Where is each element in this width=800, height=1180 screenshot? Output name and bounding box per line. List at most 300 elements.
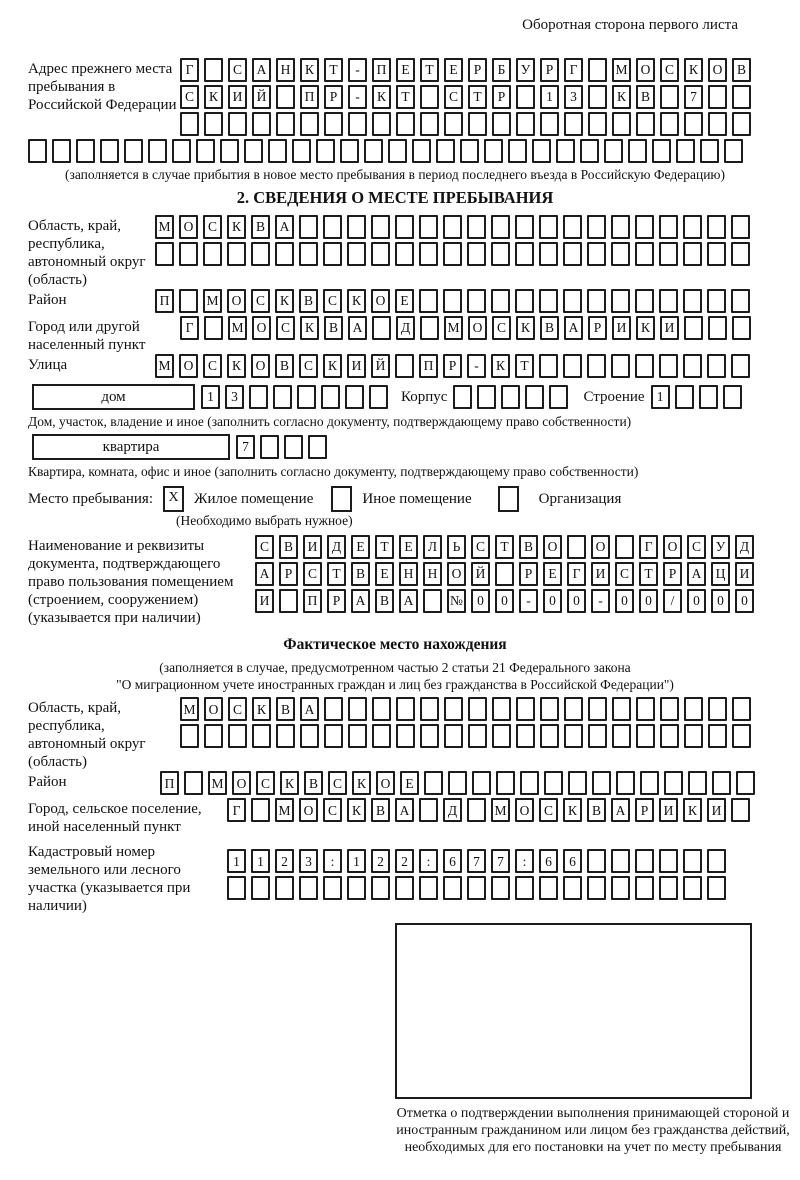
char-cell[interactable]: М — [203, 289, 222, 313]
char-cell[interactable] — [516, 697, 535, 721]
char-cell[interactable] — [323, 876, 342, 900]
char-cell[interactable] — [684, 112, 703, 136]
char-cell[interactable] — [628, 139, 647, 163]
char-cell[interactable] — [347, 242, 366, 266]
char-cell[interactable] — [395, 876, 414, 900]
char-cell[interactable] — [345, 385, 364, 409]
char-cell[interactable] — [52, 139, 71, 163]
char-cell[interactable]: Н — [423, 562, 442, 586]
char-cell[interactable] — [76, 139, 95, 163]
char-cell[interactable]: К — [347, 289, 366, 313]
char-cell[interactable]: К — [227, 215, 246, 239]
char-cell[interactable]: Н — [276, 58, 295, 82]
char-cell[interactable]: Р — [324, 85, 343, 109]
char-cell[interactable] — [707, 289, 726, 313]
char-cell[interactable]: Г — [639, 535, 658, 559]
char-cell[interactable] — [731, 215, 750, 239]
char-cell[interactable] — [420, 724, 439, 748]
char-cell[interactable] — [683, 242, 702, 266]
char-cell[interactable]: Е — [396, 58, 415, 82]
char-cell[interactable] — [564, 112, 583, 136]
char-cell[interactable]: 2 — [371, 849, 390, 873]
char-cell[interactable]: В — [587, 798, 606, 822]
char-cell[interactable] — [477, 385, 496, 409]
char-cell[interactable] — [659, 849, 678, 873]
char-cell[interactable] — [443, 242, 462, 266]
char-cell[interactable] — [660, 724, 679, 748]
char-cell[interactable] — [683, 354, 702, 378]
char-cell[interactable] — [468, 112, 487, 136]
char-cell[interactable]: - — [519, 589, 538, 613]
char-cell[interactable] — [516, 724, 535, 748]
char-cell[interactable] — [364, 139, 383, 163]
char-cell[interactable]: К — [352, 771, 371, 795]
char-cell[interactable]: К — [252, 697, 271, 721]
char-cell[interactable]: Т — [515, 354, 534, 378]
char-cell[interactable]: И — [659, 798, 678, 822]
char-cell[interactable]: С — [203, 215, 222, 239]
char-cell[interactable]: А — [611, 798, 630, 822]
char-cell[interactable]: А — [564, 316, 583, 340]
char-cell[interactable] — [443, 215, 462, 239]
char-cell[interactable]: - — [348, 58, 367, 82]
char-cell[interactable] — [444, 112, 463, 136]
char-cell[interactable]: Й — [371, 354, 390, 378]
char-cell[interactable]: О — [251, 354, 270, 378]
char-cell[interactable] — [501, 385, 520, 409]
char-cell[interactable] — [683, 215, 702, 239]
char-cell[interactable] — [324, 697, 343, 721]
char-cell[interactable]: О — [232, 771, 251, 795]
char-cell[interactable]: М — [228, 316, 247, 340]
char-cell[interactable] — [252, 112, 271, 136]
char-cell[interactable] — [660, 85, 679, 109]
char-cell[interactable]: О — [179, 215, 198, 239]
char-cell[interactable]: - — [467, 354, 486, 378]
char-cell[interactable]: А — [687, 562, 706, 586]
char-cell[interactable] — [468, 697, 487, 721]
char-cell[interactable]: М — [180, 697, 199, 721]
char-cell[interactable] — [708, 316, 727, 340]
char-cell[interactable] — [227, 876, 246, 900]
char-cell[interactable]: К — [204, 85, 223, 109]
char-cell[interactable] — [539, 354, 558, 378]
char-cell[interactable] — [395, 354, 414, 378]
char-cell[interactable] — [491, 876, 510, 900]
char-cell[interactable] — [467, 215, 486, 239]
char-cell[interactable] — [635, 215, 654, 239]
char-cell[interactable]: А — [300, 697, 319, 721]
char-cell[interactable]: Ь — [447, 535, 466, 559]
char-cell[interactable]: В — [251, 215, 270, 239]
char-cell[interactable] — [467, 876, 486, 900]
char-cell[interactable] — [544, 771, 563, 795]
char-cell[interactable] — [28, 139, 47, 163]
char-cell[interactable] — [251, 242, 270, 266]
char-cell[interactable] — [556, 139, 575, 163]
char-cell[interactable]: Т — [639, 562, 658, 586]
char-cell[interactable]: П — [372, 58, 391, 82]
char-cell[interactable] — [468, 724, 487, 748]
char-cell[interactable] — [276, 85, 295, 109]
char-cell[interactable] — [712, 771, 731, 795]
char-cell[interactable] — [443, 876, 462, 900]
char-cell[interactable] — [539, 242, 558, 266]
char-cell[interactable]: 0 — [735, 589, 754, 613]
char-cell[interactable]: Т — [495, 535, 514, 559]
char-cell[interactable]: Е — [543, 562, 562, 586]
char-cell[interactable] — [395, 242, 414, 266]
char-cell[interactable]: Т — [468, 85, 487, 109]
char-cell[interactable]: Р — [663, 562, 682, 586]
char-cell[interactable] — [688, 771, 707, 795]
char-cell[interactable] — [707, 849, 726, 873]
char-cell[interactable] — [299, 876, 318, 900]
char-cell[interactable] — [348, 112, 367, 136]
char-cell[interactable] — [611, 876, 630, 900]
char-cell[interactable]: В — [540, 316, 559, 340]
char-cell[interactable] — [419, 242, 438, 266]
char-cell[interactable]: О — [663, 535, 682, 559]
char-cell[interactable] — [388, 139, 407, 163]
char-cell[interactable] — [588, 112, 607, 136]
char-cell[interactable] — [515, 242, 534, 266]
char-cell[interactable]: А — [275, 215, 294, 239]
char-cell[interactable] — [180, 724, 199, 748]
char-cell[interactable]: 1 — [651, 385, 670, 409]
char-cell[interactable]: У — [711, 535, 730, 559]
char-cell[interactable]: С — [299, 354, 318, 378]
char-cell[interactable]: В — [324, 316, 343, 340]
char-cell[interactable] — [323, 242, 342, 266]
char-cell[interactable]: С — [492, 316, 511, 340]
char-cell[interactable] — [419, 798, 438, 822]
char-cell[interactable] — [540, 724, 559, 748]
char-cell[interactable] — [444, 697, 463, 721]
char-cell[interactable] — [348, 724, 367, 748]
char-cell[interactable]: М — [208, 771, 227, 795]
char-cell[interactable] — [244, 139, 263, 163]
char-cell[interactable] — [420, 697, 439, 721]
char-cell[interactable] — [495, 562, 514, 586]
char-cell[interactable] — [708, 697, 727, 721]
char-cell[interactable]: - — [591, 589, 610, 613]
char-cell[interactable] — [124, 139, 143, 163]
char-cell[interactable]: В — [375, 589, 394, 613]
char-cell[interactable]: О — [591, 535, 610, 559]
char-cell[interactable] — [563, 289, 582, 313]
char-cell[interactable]: Р — [540, 58, 559, 82]
char-cell[interactable] — [220, 139, 239, 163]
char-cell[interactable] — [423, 589, 442, 613]
char-cell[interactable] — [659, 215, 678, 239]
char-cell[interactable]: 0 — [615, 589, 634, 613]
char-cell[interactable] — [659, 354, 678, 378]
char-cell[interactable] — [492, 724, 511, 748]
char-cell[interactable]: У — [516, 58, 535, 82]
char-cell[interactable]: С — [180, 85, 199, 109]
apartment-type-box[interactable]: квартира — [32, 434, 230, 460]
char-cell[interactable]: Е — [400, 771, 419, 795]
char-cell[interactable] — [204, 316, 223, 340]
char-cell[interactable] — [532, 139, 551, 163]
char-cell[interactable]: О — [299, 798, 318, 822]
char-cell[interactable]: Т — [327, 562, 346, 586]
char-cell[interactable]: С — [228, 697, 247, 721]
char-cell[interactable]: А — [252, 58, 271, 82]
char-cell[interactable]: П — [419, 354, 438, 378]
char-cell[interactable]: 1 — [251, 849, 270, 873]
char-cell[interactable] — [539, 215, 558, 239]
char-cell[interactable] — [580, 139, 599, 163]
char-cell[interactable]: М — [444, 316, 463, 340]
char-cell[interactable]: В — [351, 562, 370, 586]
char-cell[interactable]: Д — [396, 316, 415, 340]
char-cell[interactable] — [659, 289, 678, 313]
char-cell[interactable] — [323, 215, 342, 239]
char-cell[interactable]: Е — [395, 289, 414, 313]
char-cell[interactable]: О — [468, 316, 487, 340]
char-cell[interactable] — [369, 385, 388, 409]
char-cell[interactable] — [467, 798, 486, 822]
char-cell[interactable]: / — [663, 589, 682, 613]
char-cell[interactable] — [731, 289, 750, 313]
char-cell[interactable] — [508, 139, 527, 163]
char-cell[interactable] — [204, 724, 223, 748]
char-cell[interactable] — [563, 354, 582, 378]
char-cell[interactable] — [708, 112, 727, 136]
char-cell[interactable]: И — [255, 589, 274, 613]
char-cell[interactable] — [724, 139, 743, 163]
char-cell[interactable]: О — [515, 798, 534, 822]
char-cell[interactable] — [260, 435, 279, 459]
char-cell[interactable] — [683, 289, 702, 313]
char-cell[interactable] — [308, 435, 327, 459]
char-cell[interactable] — [321, 385, 340, 409]
char-cell[interactable] — [324, 112, 343, 136]
char-cell[interactable] — [472, 771, 491, 795]
char-cell[interactable]: Т — [324, 58, 343, 82]
char-cell[interactable]: И — [347, 354, 366, 378]
char-cell[interactable] — [652, 139, 671, 163]
char-cell[interactable]: М — [275, 798, 294, 822]
char-cell[interactable] — [549, 385, 568, 409]
char-cell[interactable] — [604, 139, 623, 163]
char-cell[interactable] — [204, 58, 223, 82]
char-cell[interactable] — [683, 849, 702, 873]
char-cell[interactable] — [467, 242, 486, 266]
char-cell[interactable]: О — [179, 354, 198, 378]
char-cell[interactable] — [564, 697, 583, 721]
char-cell[interactable]: Н — [399, 562, 418, 586]
char-cell[interactable] — [228, 724, 247, 748]
char-cell[interactable]: А — [348, 316, 367, 340]
char-cell[interactable] — [588, 85, 607, 109]
char-cell[interactable] — [419, 876, 438, 900]
char-cell[interactable] — [732, 85, 751, 109]
char-cell[interactable] — [204, 112, 223, 136]
char-cell[interactable]: С — [276, 316, 295, 340]
char-cell[interactable]: И — [591, 562, 610, 586]
char-cell[interactable] — [612, 697, 631, 721]
char-cell[interactable]: В — [279, 535, 298, 559]
char-cell[interactable] — [587, 289, 606, 313]
char-cell[interactable] — [492, 112, 511, 136]
char-cell[interactable] — [180, 112, 199, 136]
char-cell[interactable] — [276, 724, 295, 748]
checkbox-organization[interactable] — [498, 486, 519, 512]
char-cell[interactable]: И — [303, 535, 322, 559]
char-cell[interactable]: Р — [588, 316, 607, 340]
char-cell[interactable]: 1 — [227, 849, 246, 873]
char-cell[interactable] — [587, 242, 606, 266]
char-cell[interactable] — [587, 849, 606, 873]
char-cell[interactable]: 0 — [639, 589, 658, 613]
char-cell[interactable]: 1 — [540, 85, 559, 109]
char-cell[interactable] — [588, 58, 607, 82]
char-cell[interactable]: К — [636, 316, 655, 340]
char-cell[interactable] — [592, 771, 611, 795]
char-cell[interactable]: В — [304, 771, 323, 795]
char-cell[interactable] — [540, 697, 559, 721]
char-cell[interactable] — [708, 724, 727, 748]
char-cell[interactable]: : — [323, 849, 342, 873]
char-cell[interactable]: С — [660, 58, 679, 82]
char-cell[interactable] — [424, 771, 443, 795]
char-cell[interactable]: К — [683, 798, 702, 822]
char-cell[interactable] — [635, 849, 654, 873]
char-cell[interactable] — [515, 876, 534, 900]
char-cell[interactable]: 1 — [201, 385, 220, 409]
char-cell[interactable]: К — [372, 85, 391, 109]
char-cell[interactable]: С — [539, 798, 558, 822]
char-cell[interactable] — [148, 139, 167, 163]
char-cell[interactable]: О — [227, 289, 246, 313]
char-cell[interactable]: О — [636, 58, 655, 82]
char-cell[interactable] — [340, 139, 359, 163]
char-cell[interactable]: 0 — [567, 589, 586, 613]
char-cell[interactable]: Г — [564, 58, 583, 82]
char-cell[interactable]: К — [280, 771, 299, 795]
char-cell[interactable] — [684, 316, 703, 340]
char-cell[interactable]: 2 — [275, 849, 294, 873]
char-cell[interactable] — [659, 876, 678, 900]
char-cell[interactable] — [420, 316, 439, 340]
char-cell[interactable]: В — [276, 697, 295, 721]
char-cell[interactable] — [525, 385, 544, 409]
char-cell[interactable]: Р — [519, 562, 538, 586]
char-cell[interactable]: К — [227, 354, 246, 378]
char-cell[interactable] — [611, 354, 630, 378]
char-cell[interactable]: 7 — [236, 435, 255, 459]
char-cell[interactable] — [252, 724, 271, 748]
char-cell[interactable] — [707, 242, 726, 266]
char-cell[interactable] — [516, 112, 535, 136]
char-cell[interactable]: К — [491, 354, 510, 378]
char-cell[interactable] — [563, 876, 582, 900]
char-cell[interactable]: 7 — [467, 849, 486, 873]
char-cell[interactable] — [372, 112, 391, 136]
char-cell[interactable] — [612, 724, 631, 748]
char-cell[interactable] — [587, 876, 606, 900]
char-cell[interactable] — [736, 771, 755, 795]
char-cell[interactable] — [636, 697, 655, 721]
char-cell[interactable] — [372, 724, 391, 748]
char-cell[interactable]: М — [155, 215, 174, 239]
char-cell[interactable]: 0 — [687, 589, 706, 613]
char-cell[interactable]: К — [684, 58, 703, 82]
char-cell[interactable]: К — [300, 58, 319, 82]
char-cell[interactable] — [707, 354, 726, 378]
char-cell[interactable] — [732, 724, 751, 748]
char-cell[interactable]: С — [471, 535, 490, 559]
char-cell[interactable] — [443, 289, 462, 313]
char-cell[interactable]: Р — [327, 589, 346, 613]
char-cell[interactable] — [660, 697, 679, 721]
char-cell[interactable] — [460, 139, 479, 163]
char-cell[interactable]: Г — [180, 316, 199, 340]
char-cell[interactable] — [347, 876, 366, 900]
char-cell[interactable] — [292, 139, 311, 163]
char-cell[interactable]: О — [371, 289, 390, 313]
char-cell[interactable] — [420, 112, 439, 136]
char-cell[interactable]: А — [395, 798, 414, 822]
char-cell[interactable]: К — [300, 316, 319, 340]
char-cell[interactable] — [515, 289, 534, 313]
char-cell[interactable]: Д — [327, 535, 346, 559]
char-cell[interactable] — [540, 112, 559, 136]
char-cell[interactable] — [616, 771, 635, 795]
char-cell[interactable]: 6 — [539, 849, 558, 873]
char-cell[interactable] — [612, 112, 631, 136]
char-cell[interactable] — [172, 139, 191, 163]
char-cell[interactable] — [723, 385, 742, 409]
char-cell[interactable]: О — [204, 697, 223, 721]
char-cell[interactable] — [444, 724, 463, 748]
char-cell[interactable] — [676, 139, 695, 163]
char-cell[interactable] — [297, 385, 316, 409]
char-cell[interactable] — [636, 724, 655, 748]
char-cell[interactable] — [611, 849, 630, 873]
char-cell[interactable]: С — [303, 562, 322, 586]
char-cell[interactable] — [684, 697, 703, 721]
char-cell[interactable] — [316, 139, 335, 163]
char-cell[interactable]: С — [228, 58, 247, 82]
char-cell[interactable]: В — [732, 58, 751, 82]
char-cell[interactable]: С — [444, 85, 463, 109]
char-cell[interactable] — [615, 535, 634, 559]
char-cell[interactable] — [347, 215, 366, 239]
char-cell[interactable]: Г — [180, 58, 199, 82]
char-cell[interactable] — [228, 112, 247, 136]
char-cell[interactable]: С — [323, 798, 342, 822]
char-cell[interactable]: И — [660, 316, 679, 340]
char-cell[interactable] — [563, 215, 582, 239]
char-cell[interactable] — [515, 215, 534, 239]
char-cell[interactable]: А — [351, 589, 370, 613]
char-cell[interactable] — [732, 112, 751, 136]
char-cell[interactable]: С — [203, 354, 222, 378]
char-cell[interactable]: Л — [423, 535, 442, 559]
char-cell[interactable]: Р — [635, 798, 654, 822]
char-cell[interactable] — [699, 385, 718, 409]
char-cell[interactable]: Р — [468, 58, 487, 82]
char-cell[interactable] — [300, 112, 319, 136]
char-cell[interactable]: С — [323, 289, 342, 313]
char-cell[interactable]: С — [251, 289, 270, 313]
char-cell[interactable] — [683, 876, 702, 900]
char-cell[interactable] — [588, 697, 607, 721]
